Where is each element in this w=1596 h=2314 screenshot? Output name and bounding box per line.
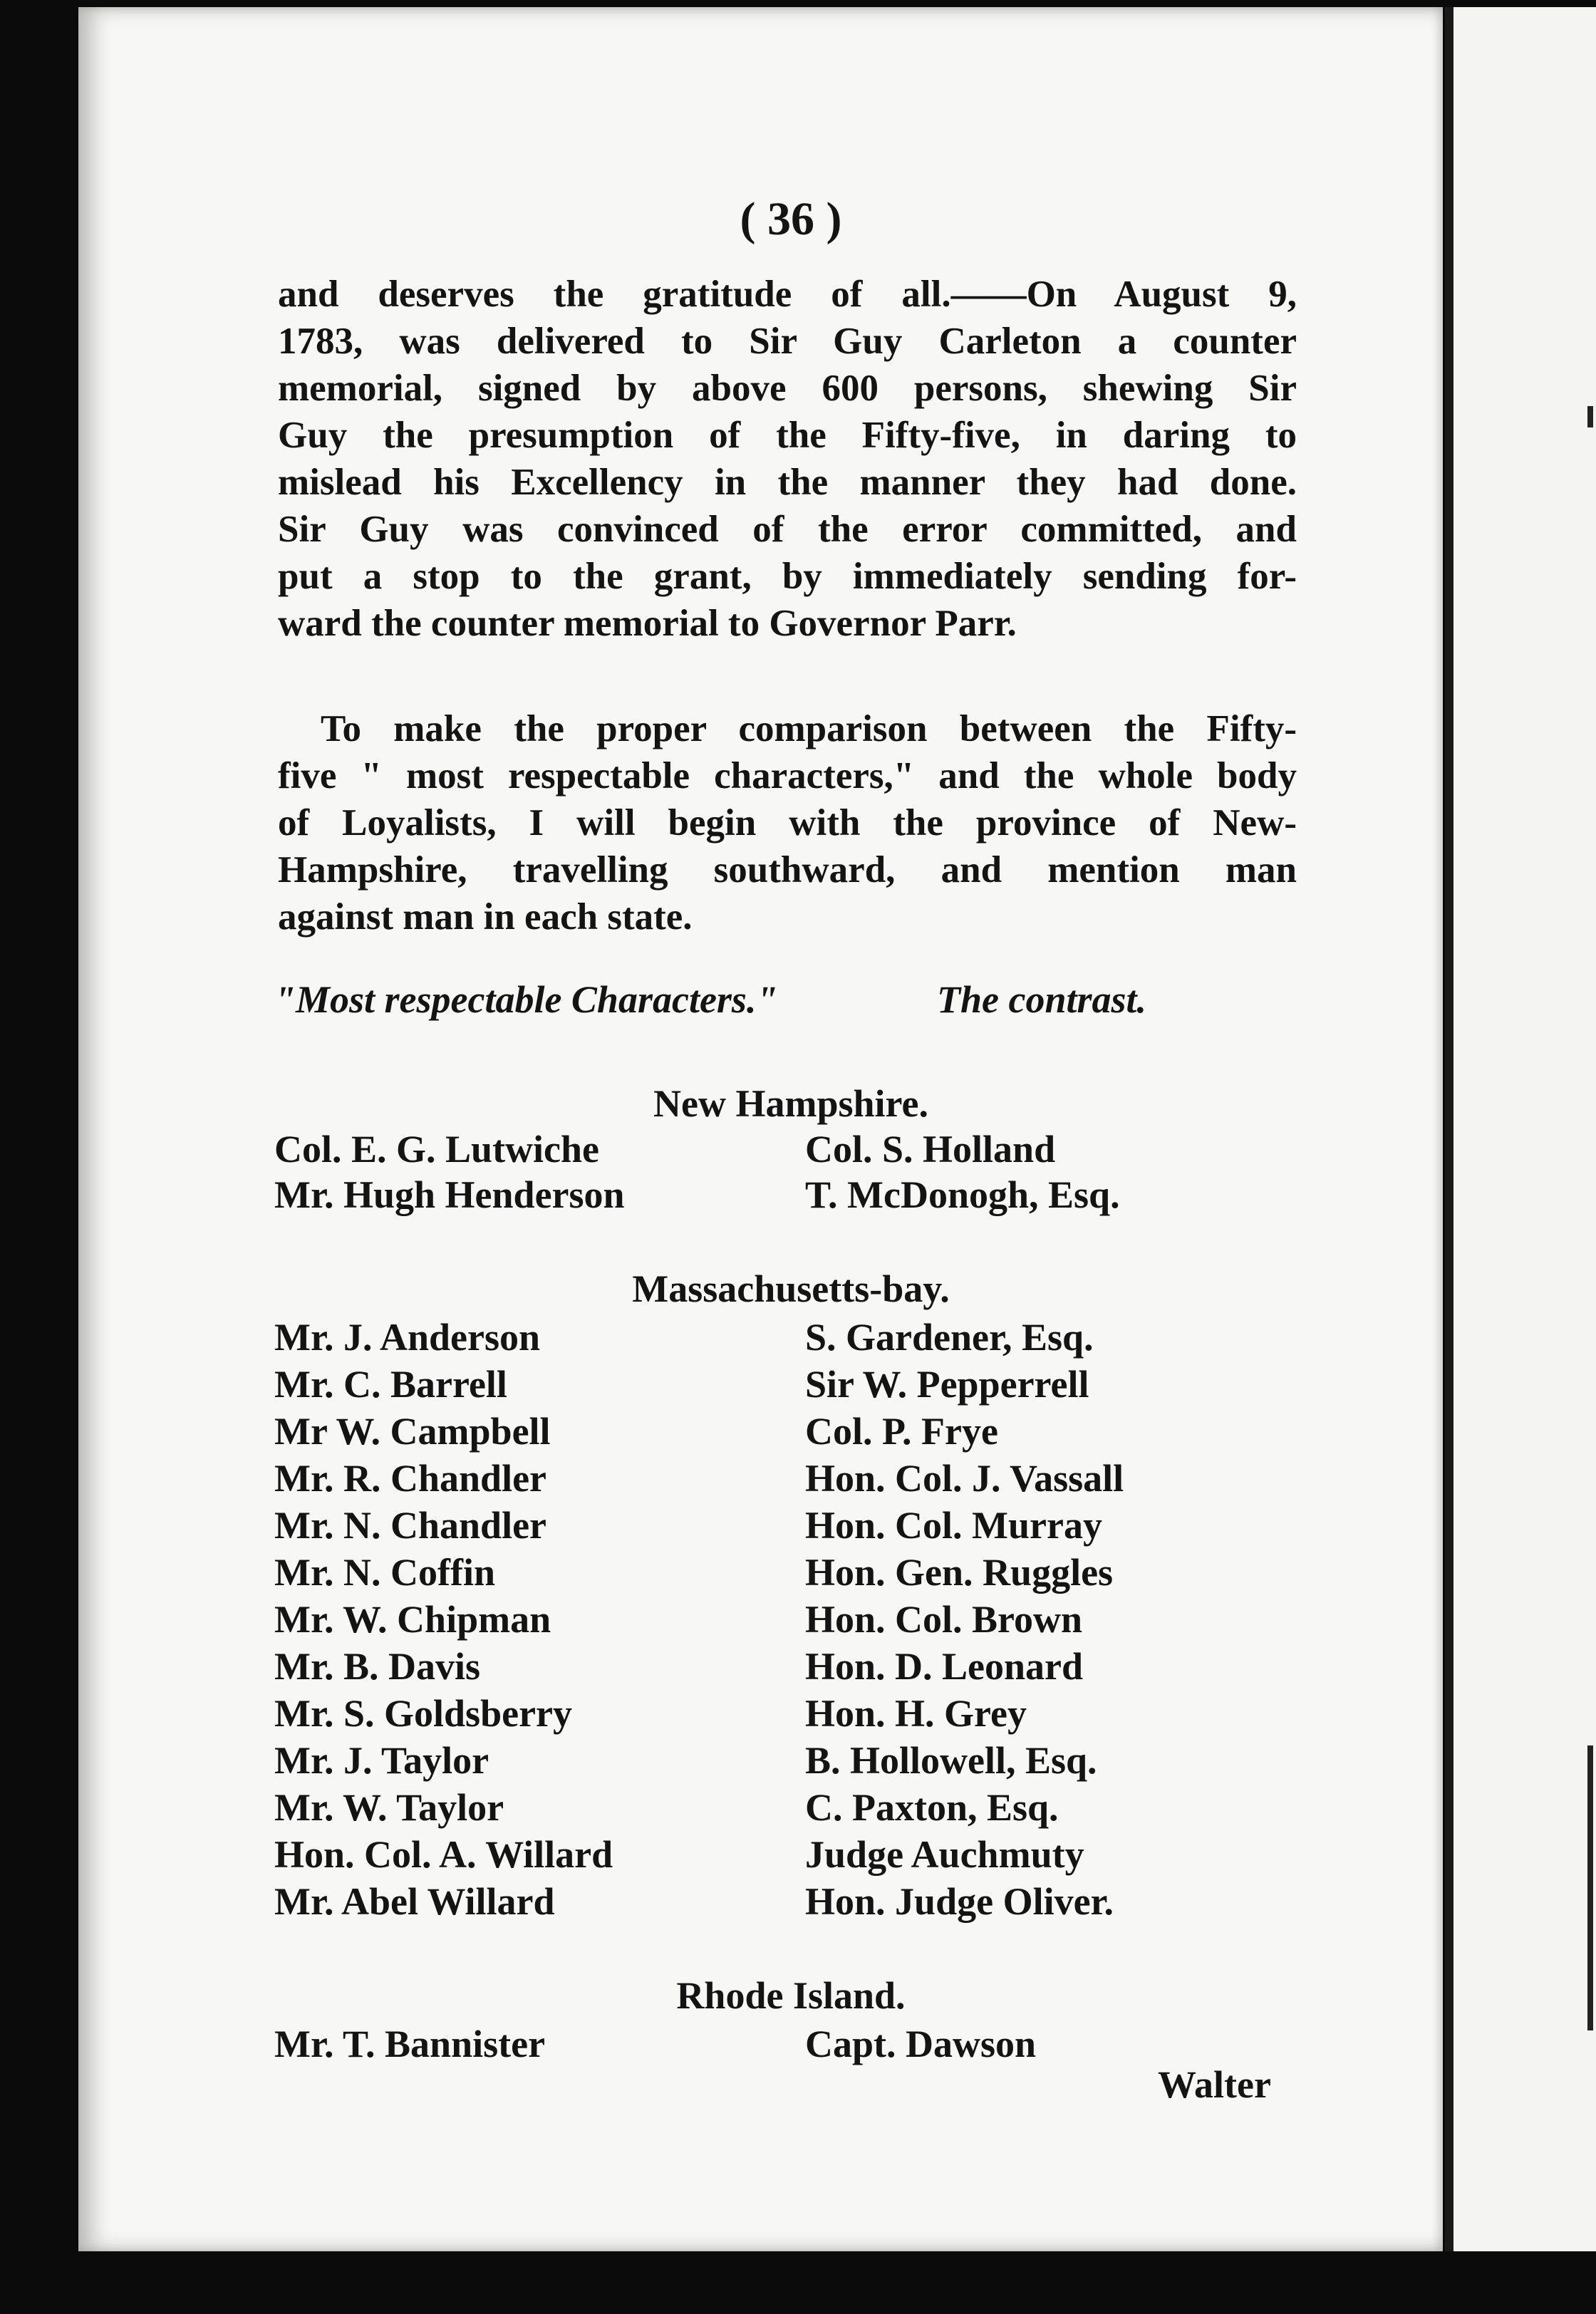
name-row [274,1879,1307,1926]
contrast-name: Hon. Col. J. Vassall [805,1457,1124,1500]
respectable-name: Mr. R. Chandler [274,1457,547,1500]
contrast-name: Hon. Judge Oliver. [805,1880,1114,1923]
name-row [274,1315,1307,1362]
respectable-name: Mr. J. Anderson [274,1316,541,1359]
name-row [274,1409,1307,1456]
headline-left: "Most respectable Characters." [274,978,778,1021]
comparison-headline [274,977,1307,1022]
respectable-name: Mr. Hugh Henderson [274,1173,625,1216]
text-line: Hampshire, travelling southward, and mention man [278,849,1297,891]
contrast-name: Capt. Dawson [805,2023,1037,2065]
paragraph-1 [278,271,1297,647]
section-title: Massachusetts-bay. [632,1267,950,1310]
text-line: mislead his Excellency in the manner they had done. [278,462,1297,503]
name-row [274,1785,1307,1832]
text-line: of Loyalists, I will begin with the province of New- [278,802,1297,844]
name-row [274,1173,1307,1220]
text-line: against man in each state. [278,896,693,938]
name-row [274,1127,1307,1174]
name-row [274,1644,1307,1691]
contrast-name: S. Gardener, Esq. [805,1316,1094,1359]
contrast-name: T. McDonogh, Esq. [805,1173,1120,1216]
text-line: and deserves the gratitude of all.——On August 9, [278,274,1297,315]
facing-page-ink-mark [1587,406,1593,427]
respectable-name: Mr. B. Davis [274,1645,481,1688]
text-line: ward the counter memorial to Governor Parr. [278,603,1017,644]
facing-page-ink-mark [1587,1745,1593,2030]
respectable-name: Mr. N. Chandler [274,1504,547,1547]
contrast-name: Sir W. Pepperrell [805,1363,1089,1406]
name-row [274,1550,1307,1597]
name-row [274,1691,1307,1738]
contrast-name: Col. P. Frye [805,1410,998,1453]
text-line: five " most respectable characters," and the whole body [278,755,1297,797]
respectable-name: Mr. T. Bannister [274,2023,546,2065]
name-row [274,1456,1307,1503]
contrast-name: Col. S. Holland [805,1128,1056,1171]
text-line: Sir Guy was convinced of the error committed, and [278,509,1297,550]
respectable-name: Mr. W. Chipman [274,1598,551,1641]
text-line: memorial, signed by above 600 persons, shewing Sir [278,368,1297,409]
name-row [274,2022,1307,2069]
respectable-name: Mr. N. Coffin [274,1551,495,1594]
respectable-name: Col. E. G. Lutwiche [274,1128,600,1171]
name-row [274,1832,1307,1879]
contrast-name: Hon. Gen. Ruggles [805,1551,1114,1594]
facing-page-edge [1454,7,1596,2251]
contrast-name: Hon. Col. Murray [805,1504,1102,1547]
paragraph-2 [278,705,1297,940]
name-row [274,1503,1307,1550]
contrast-name: B. Hollowell, Esq. [805,1739,1097,1782]
respectable-name: Mr. C. Barrell [274,1363,507,1406]
respectable-name: Mr. W. Taylor [274,1786,504,1829]
contrast-name: Judge Auchmuty [805,1833,1084,1876]
contrast-name: Hon. D. Leonard [805,1645,1084,1688]
text-line: 1783, was delivered to Sir Guy Carleton a counter [278,321,1297,362]
contrast-name: Hon. Col. Brown [805,1598,1083,1641]
contrast-name: Hon. H. Grey [805,1692,1027,1735]
name-row [274,1738,1307,1785]
text-line: Guy the presumption of the Fifty-five, in daring to [278,415,1297,456]
respectable-name: Mr. Abel Willard [274,1880,555,1923]
name-row [274,1597,1307,1644]
respectable-name: Mr. J. Taylor [274,1739,489,1782]
catchword: Walter [1158,2063,1271,2106]
section-title: New Hampshire. [653,1082,928,1125]
headline-right: The contrast. [937,978,1147,1021]
respectable-name: Mr. S. Goldsberry [274,1692,572,1735]
respectable-name: Mr W. Campbell [274,1410,551,1453]
section-title: Rhode Island. [676,1974,906,2017]
text-line: put a stop to the grant, by immediately sending for- [278,556,1297,597]
respectable-name: Hon. Col. A. Willard [274,1833,613,1876]
contrast-name: C. Paxton, Esq. [805,1786,1059,1829]
text-line: To make the proper comparison between the Fifty- [321,708,1297,749]
page-gutter [1445,7,1454,2251]
page-number: ( 36 ) [740,193,842,245]
name-row [274,1362,1307,1409]
